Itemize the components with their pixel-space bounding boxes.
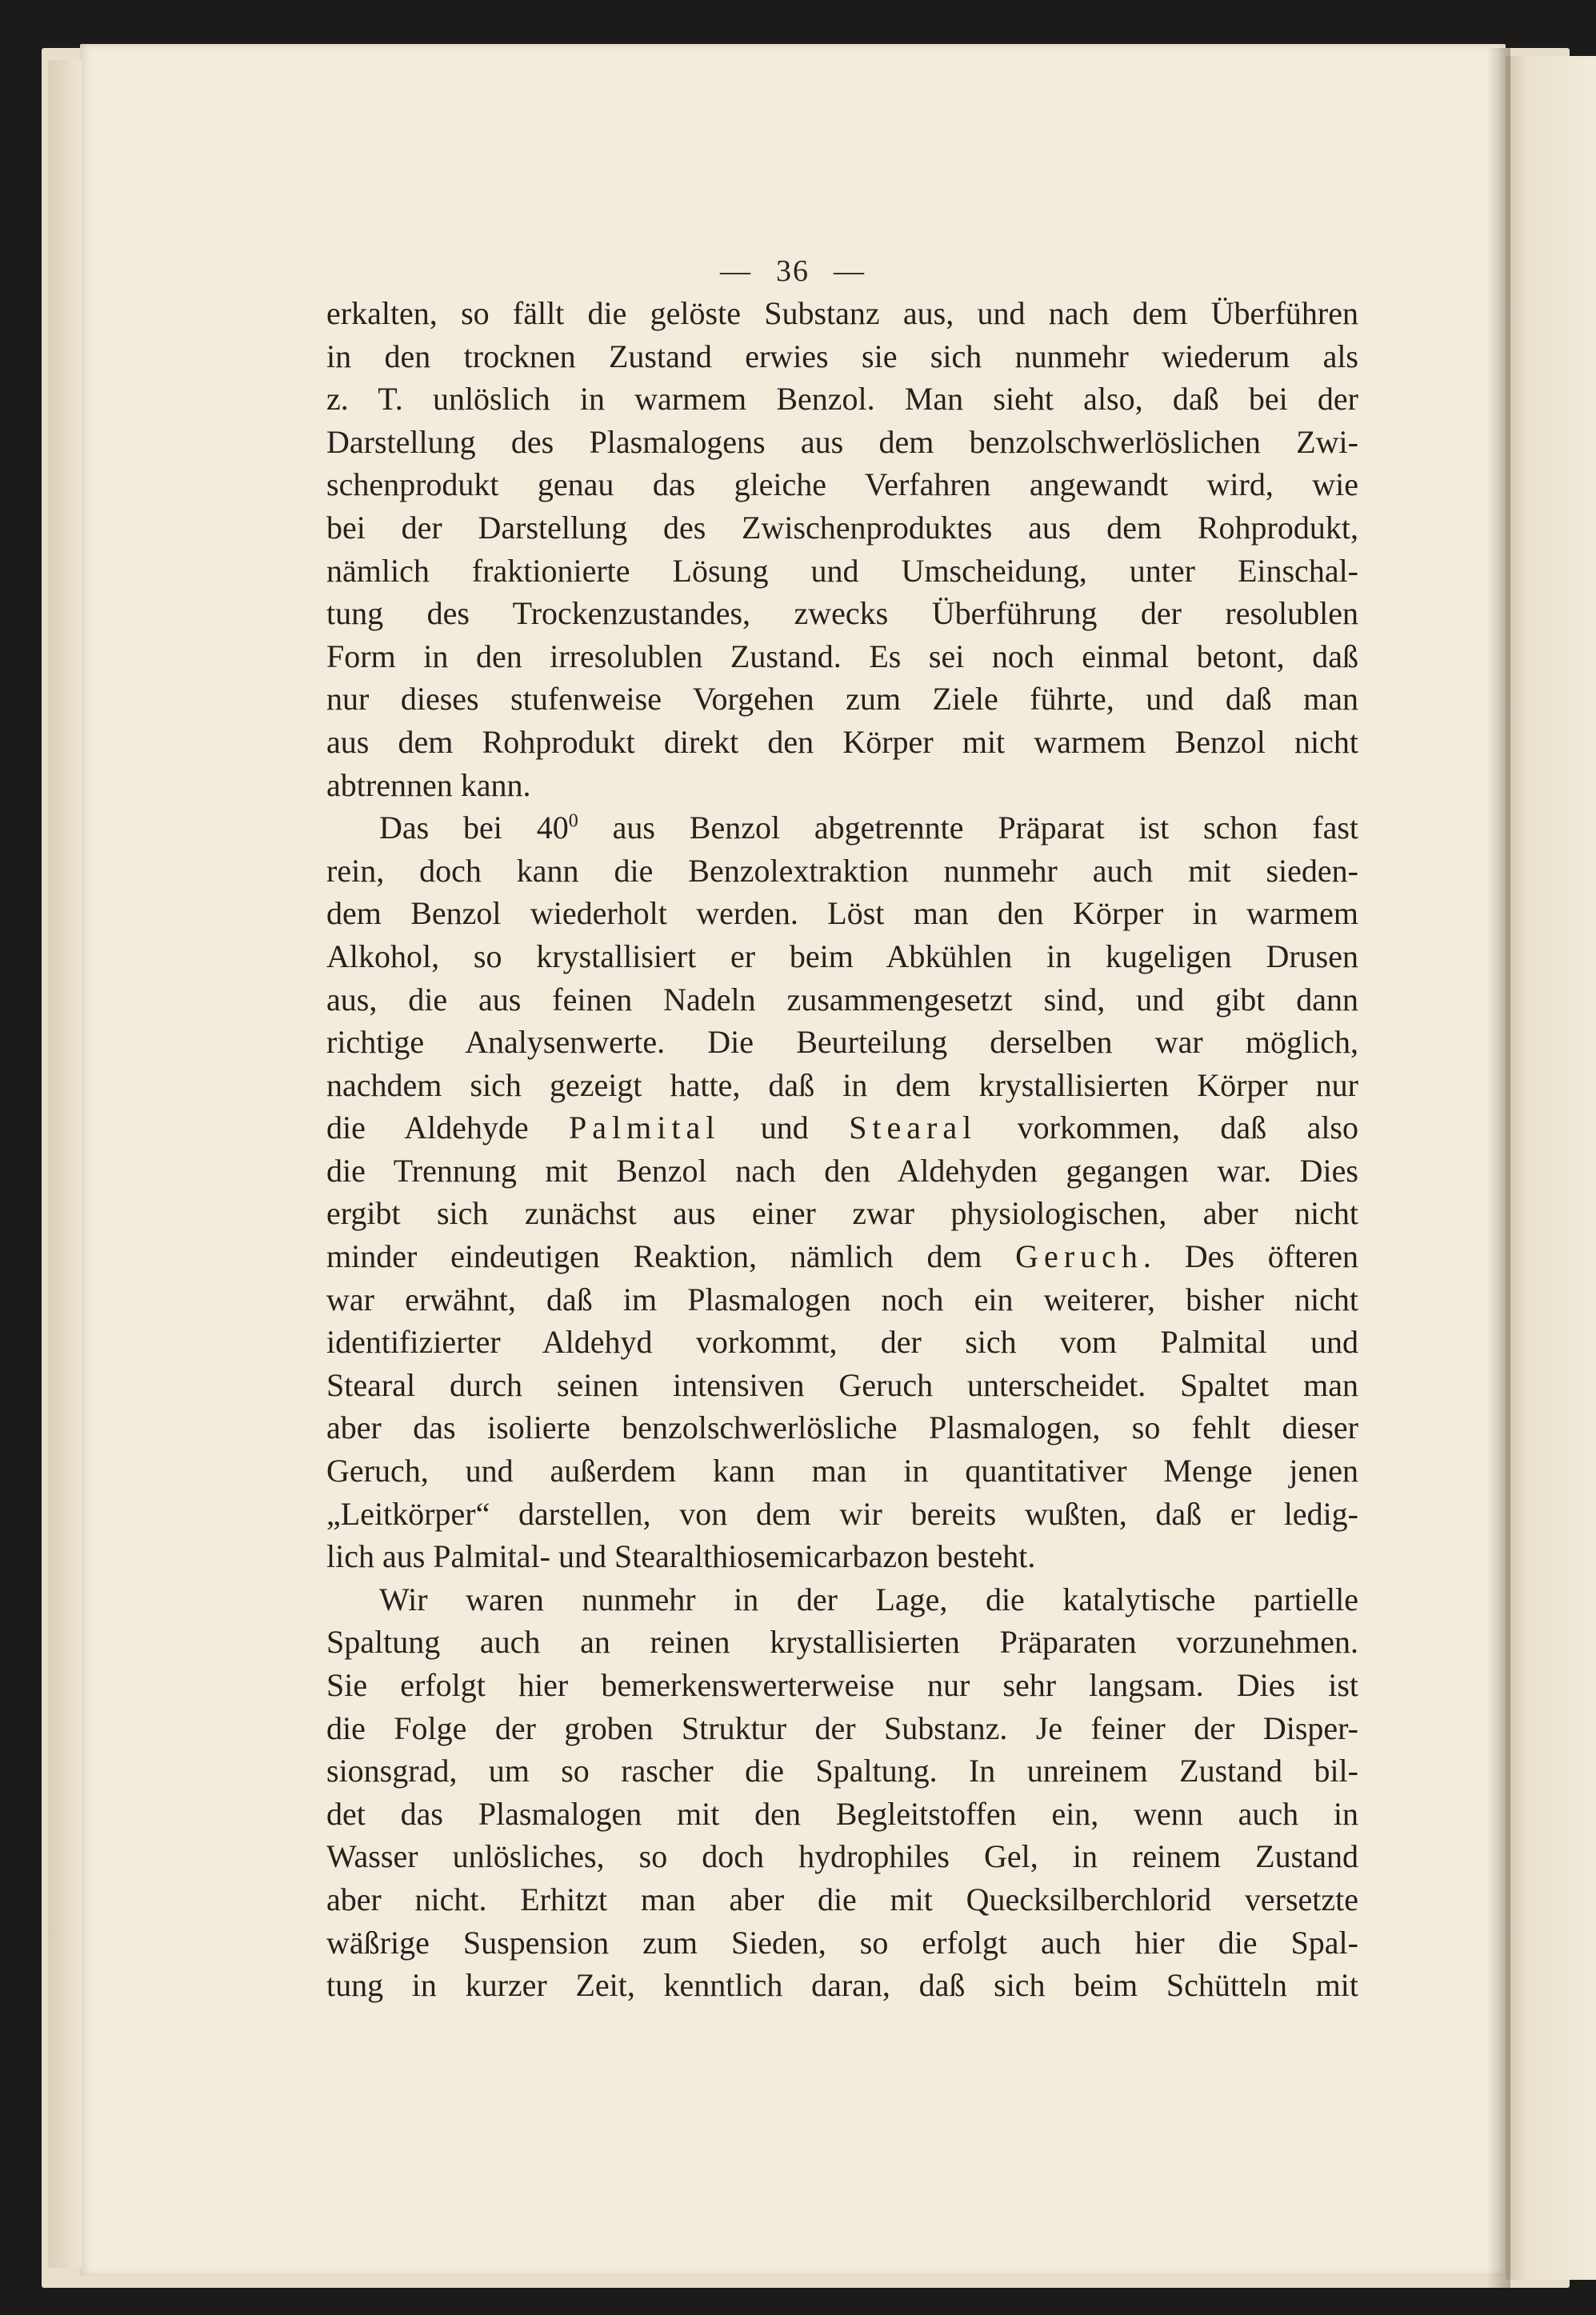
- text-line: [326, 806, 1358, 850]
- text-line: [326, 1106, 1358, 1150]
- text-line: Stearal durch seinen intensiven Geruch unterscheidet. Spaltet man: [326, 1366, 1358, 1403]
- text-line: Wasser unlösliches, so doch hydrophiles Gel, in reinem Zustand: [326, 1838, 1358, 1875]
- text-line: nachdem sich gezeigt hatte, daß in dem krystallisierten Körper nur: [326, 1066, 1358, 1103]
- text-fragment: und: [720, 1110, 850, 1146]
- body-text: [326, 292, 1358, 2007]
- text-line: in den trocknen Zustand erwies sie sich nunmehr wiederum als: [326, 338, 1358, 374]
- text-line: Geruch, und außerdem kann man in quantitativer Menge jenen: [326, 1453, 1358, 1489]
- text-fragment: Das bei 40: [379, 810, 569, 846]
- text-line: tung in kurzer Zeit, kenntlich daran, daß sich beim Schütteln mit: [326, 1967, 1358, 2004]
- text-line: det das Plasmalogen mit den Begleitstoffen ein, wenn auch in: [326, 1795, 1358, 1832]
- text-fragment: minder eindeutigen Reaktion, nämlich dem: [326, 1238, 1016, 1275]
- text-line: Wir waren nunmehr in der Lage, die katalytische partielle: [379, 1581, 1358, 1617]
- text-line: schenprodukt genau das gleiche Verfahren angewandt wird, wie: [326, 466, 1358, 503]
- text-line: Sie erfolgt hier bemerkenswerterweise nur sehr langsam. Dies ist: [326, 1667, 1358, 1703]
- page-number-dash-right: —: [834, 254, 866, 288]
- facing-page-edge: [1506, 56, 1596, 2280]
- text-line: aus, die aus feinen Nadeln zusammengesetzt sind, und gibt dann: [326, 981, 1358, 1018]
- text-fragment: aus Benzol abgetrennte Präparat ist schon fast: [578, 810, 1358, 846]
- text-line: war erwähnt, daß im Plasmalogen noch ein weiterer, bisher nicht: [326, 1281, 1358, 1317]
- text-line: aus dem Rohprodukt direkt den Körper mit warmem Benzol nicht: [326, 723, 1358, 760]
- text-line: dem Benzol wiederholt werden. Löst man den Körper in warmem: [326, 895, 1358, 932]
- text-line: Form in den irresolublen Zustand. Es sei noch einmal betont, daß: [326, 638, 1358, 674]
- spaced-term-palmital: Palmital: [569, 1110, 721, 1146]
- text-line: aber nicht. Erhitzt man aber die mit Quecksilberchlorid versetzte: [326, 1881, 1358, 1917]
- page-edge: [48, 60, 82, 2268]
- text-line: nämlich fraktionierte Lösung und Umscheidung, unter Einschal-: [326, 552, 1358, 589]
- text-line: sionsgrad, um so rascher die Spaltung. In unreinem Zustand bil-: [326, 1753, 1358, 1789]
- text-fragment: vorkommen, daß also: [977, 1110, 1358, 1146]
- page-number-dash-left: —: [720, 254, 752, 288]
- spaced-term-stearal: Stearal: [849, 1110, 978, 1146]
- degree-superscript: 0: [568, 810, 578, 832]
- text-fragment: . Des öfteren: [1142, 1238, 1359, 1275]
- text-line: „Leitkörper“ darstellen, von dem wir bereits wußten, daß er ledig-: [326, 1495, 1358, 1532]
- text-line: richtige Analysenwerte. Die Beurteilung derselben war möglich,: [326, 1024, 1358, 1061]
- text-line: lich aus Palmital- und Stearalthiosemicarbazon besteht.: [326, 1538, 1036, 1575]
- text-line: die Trennung mit Benzol nach den Aldehyden gegangen war. Dies: [326, 1152, 1358, 1189]
- text-line: ergibt sich zunächst aus einer zwar physiologischen, aber nicht: [326, 1195, 1358, 1232]
- spine-shadow: [1486, 48, 1510, 2288]
- text-line: aber das isolierte benzolschwerlösliche Plasmalogen, so fehlt dieser: [326, 1409, 1358, 1446]
- text-line: bei der Darstellung des Zwischenproduktes aus dem Rohprodukt,: [326, 509, 1358, 546]
- page-number: 36: [776, 254, 810, 288]
- text-line: Alkohol, so krystallisiert er beim Abkühlen in kugeligen Drusen: [326, 938, 1358, 974]
- text-fragment: die Aldehyde: [326, 1110, 570, 1146]
- page-number-header: [80, 254, 1506, 289]
- text-line: nur dieses stufenweise Vorgehen zum Ziele führte, und daß man: [326, 681, 1358, 718]
- text-line: tung des Trockenzustandes, zwecks Überführung der resolublen: [326, 595, 1358, 632]
- text-line: die Folge der groben Struktur der Substanz. Je feiner der Disper-: [326, 1709, 1358, 1746]
- text-line: wäßrige Suspension zum Sieden, so erfolgt auch hier die Spal-: [326, 1924, 1358, 1961]
- text-line: Spaltung auch an reinen krystallisierten Präparaten vorzunehmen.: [326, 1624, 1358, 1661]
- text-line: Darstellung des Plasmalogens aus dem benzolschwerlöslichen Zwi-: [326, 423, 1358, 460]
- text-line: identifizierter Aldehyd vorkommt, der sich vom Palmital und: [326, 1324, 1358, 1361]
- text-line: erkalten, so fällt die gelöste Substanz aus, und nach dem Überführen: [326, 295, 1358, 331]
- text-line: [326, 1235, 1358, 1278]
- text-line: z. T. unlöslich in warmem Benzol. Man sieht also, daß bei der: [326, 381, 1358, 418]
- text-line: rein, doch kann die Benzolextraktion nunmehr auch mit sieden-: [326, 852, 1358, 889]
- text-line: abtrennen kann.: [326, 766, 531, 803]
- spaced-term-geruch: Geruch: [1015, 1238, 1143, 1275]
